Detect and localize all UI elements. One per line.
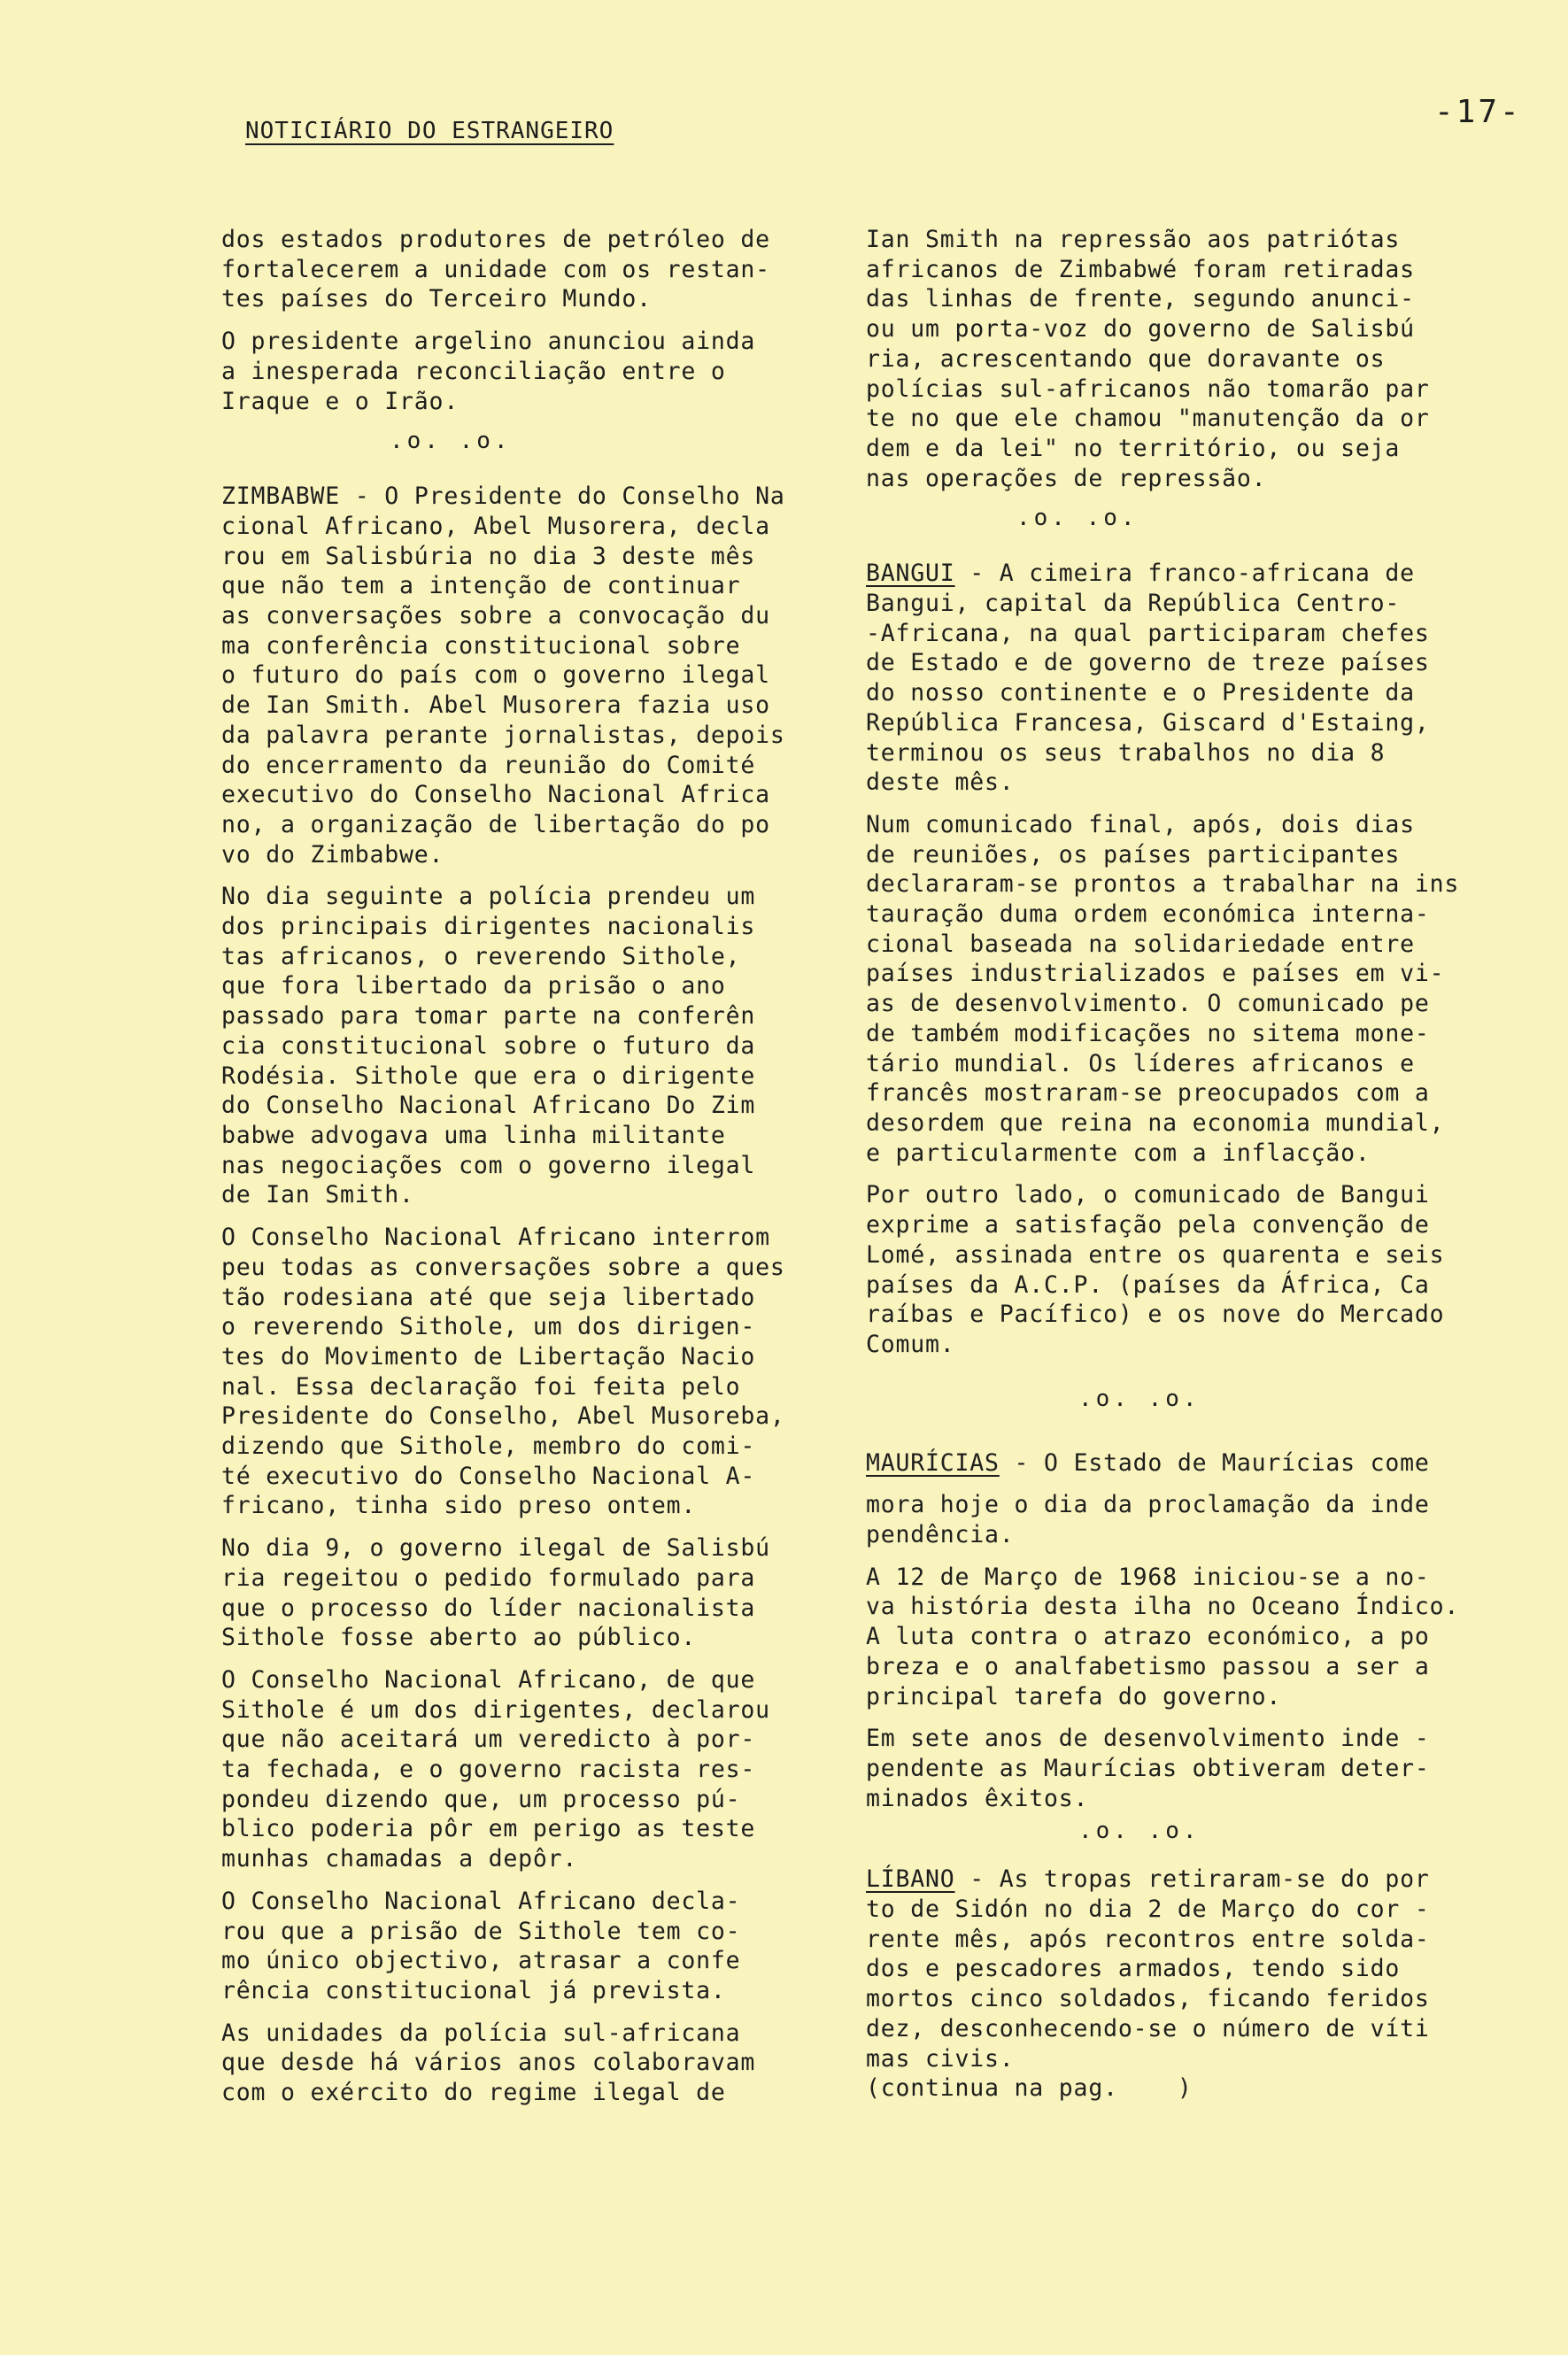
text-line: tes do Movimento de Libertação Nacio bbox=[221, 1342, 756, 1371]
text-line: desordem que reina na economia mundial, bbox=[866, 1108, 1445, 1137]
text-line: cia constitucional sobre o futuro da bbox=[221, 1031, 756, 1060]
section-heading-zimbabwe: ZIMBABWE bbox=[221, 483, 341, 511]
text-line: va história desta ilha no Oceano Índico. bbox=[866, 1593, 1460, 1621]
text-line: O Conselho Nacional Africano interrom bbox=[221, 1224, 770, 1252]
paragraph bbox=[221, 1533, 841, 1653]
text-line: tas africanos, o reverendo Sithole, bbox=[221, 942, 741, 970]
text-line: tauração duma ordem económica interna- bbox=[866, 900, 1430, 929]
text-line: fortalecerem a unidade com os restan- bbox=[221, 255, 770, 283]
text-line: cional Africano, Abel Musorera, decla bbox=[221, 512, 770, 540]
paragraph bbox=[866, 1180, 1496, 1359]
text-line: MAURÍCIAS - O Estado de Maurícias come bbox=[866, 1448, 1430, 1477]
text-line: nas negociações com o governo ilegal bbox=[221, 1151, 756, 1179]
text-line: ma conferência constitucional sobre bbox=[221, 631, 741, 660]
text-line: da palavra perante jornalistas, depois bbox=[221, 721, 785, 749]
text-line: tário mundial. Os líderes africanos e bbox=[866, 1049, 1415, 1077]
text-line: vo do Zimbabwe. bbox=[221, 840, 444, 869]
text-line: declararam-se prontos a trabalhar na ins bbox=[866, 870, 1460, 899]
text-line: de Ian Smith. Abel Musorera fazia uso bbox=[221, 691, 770, 720]
continuation-note: (continua na pag. ) bbox=[866, 2074, 1193, 2103]
paragraph-mauricias bbox=[866, 1448, 1496, 1479]
paragraph bbox=[866, 810, 1496, 1168]
paragraph bbox=[866, 225, 1496, 493]
text-line: no, a organização de libertação do po bbox=[221, 810, 770, 838]
text-line: breza e o analfabetismo passou a ser a bbox=[866, 1652, 1430, 1680]
text-line: Lomé, assinada entre os quarenta e seis bbox=[866, 1240, 1445, 1269]
section-heading-bangui: BANGUI bbox=[866, 560, 955, 588]
text-line: pendente as Maurícias obtiveram deter- bbox=[866, 1754, 1430, 1782]
section-separator: .o. .o. bbox=[1078, 1818, 1201, 1845]
text-line: -Africana, na qual participaram chefes bbox=[866, 619, 1430, 647]
text-line: as conversações sobre a convocação du bbox=[221, 602, 770, 630]
text-line: munhas chamadas a depôr. bbox=[221, 1845, 578, 1873]
text-line: do Conselho Nacional Africano Do Zim bbox=[221, 1092, 756, 1120]
text-line: cional baseada na solidariedade entre bbox=[866, 930, 1415, 958]
text-line: e particularmente com a inflacção. bbox=[866, 1139, 1371, 1167]
text-line: ZIMBABWE - O Presidente do Conselho Na bbox=[221, 483, 785, 511]
text-line: No dia 9, o governo ilegal de Salisbú bbox=[221, 1534, 770, 1563]
text-line: rou que a prisão de Sithole tem co- bbox=[221, 1917, 741, 1945]
text-line: Ian Smith na repressão aos patriótas bbox=[866, 226, 1401, 253]
text-line: do nosso continente e o Presidente da bbox=[866, 679, 1415, 707]
text-line: rente mês, após recontros entre solda- bbox=[866, 1925, 1430, 1953]
text-line: dos e pescadores armados, tendo sido bbox=[866, 1955, 1401, 1983]
text-line: Em sete anos de desenvolvimento inde - bbox=[866, 1725, 1430, 1753]
text-line: O presidente argelino anunciou ainda bbox=[221, 328, 756, 356]
text-line: Bangui, capital da República Centro- bbox=[866, 590, 1401, 618]
text-line: ou um porta-voz do governo de Salisbú bbox=[866, 315, 1415, 344]
text-line: mora hoje o dia da proclamação da inde bbox=[866, 1491, 1430, 1519]
text-line: to de Sidón no dia 2 de Março do cor - bbox=[866, 1896, 1430, 1924]
text-line: das linhas de frente, segundo anunci- bbox=[866, 285, 1415, 313]
text-line: ria regeitou o pedido formulado para bbox=[221, 1564, 756, 1592]
text-line: minados êxitos. bbox=[866, 1784, 1089, 1812]
text-line: Comum. bbox=[866, 1330, 955, 1358]
text-line: República Francesa, Giscard d'Estaing, bbox=[866, 708, 1430, 737]
text-line: ria, acrescentando que doravante os bbox=[866, 344, 1386, 373]
text-line: que não aceitará um veredicto à por- bbox=[221, 1726, 756, 1754]
text-line: passado para tomar parte na conferên bbox=[221, 1002, 756, 1031]
left-column bbox=[221, 225, 841, 2108]
text-line: polícias sul-africanos não tomarão par bbox=[866, 374, 1430, 403]
page-header-title: NOTICIÁRIO DO ESTRANGEIRO bbox=[245, 118, 614, 144]
text-line: de também modificações no sitema mone- bbox=[866, 1019, 1430, 1047]
text-line: peu todas as conversações sobre a ques bbox=[221, 1253, 785, 1281]
text-line: nal. Essa declaração foi feita pelo bbox=[221, 1372, 741, 1401]
text-line: que fora libertado da prisão o ano bbox=[221, 972, 726, 1000]
text-line: Presidente do Conselho, Abel Musoreba, bbox=[221, 1402, 785, 1431]
text-line: dez, desconhecendo-se o número de víti bbox=[866, 2014, 1430, 2042]
text-line: de Ian Smith. bbox=[221, 1181, 414, 1209]
right-column bbox=[866, 225, 1496, 2104]
text-line: pondeu dizendo que, um processo pú- bbox=[221, 1785, 741, 1813]
text-line: rou em Salisbúria no dia 3 deste mês bbox=[221, 542, 756, 570]
paragraph bbox=[221, 1665, 841, 1874]
text-line: A 12 de Março de 1968 iniciou-se a no- bbox=[866, 1563, 1430, 1591]
text-line: deste mês. bbox=[866, 768, 1015, 797]
text-line: As unidades da polícia sul-africana bbox=[221, 2019, 741, 2047]
text-line: Num comunicado final, após, dois dias bbox=[866, 810, 1415, 838]
paragraph bbox=[221, 882, 841, 1210]
section-separator: .o. .o. bbox=[390, 428, 512, 455]
paragraph-zimbabwe bbox=[221, 482, 841, 869]
text-line: O Conselho Nacional Africano, de que bbox=[221, 1665, 756, 1694]
paragraph bbox=[221, 327, 841, 416]
text-line: ta fechada, e o governo racista res- bbox=[221, 1756, 756, 1784]
paragraph bbox=[221, 2019, 841, 2108]
paragraph bbox=[866, 1490, 1496, 1549]
page-number: -17- bbox=[1434, 94, 1522, 130]
text-line: que o processo do líder nacionalista bbox=[221, 1594, 756, 1622]
text-line: dos principais dirigentes nacionalis bbox=[221, 913, 756, 941]
text-line: que desde há vários anos colaboravam bbox=[221, 2049, 756, 2077]
text-line: dem e da lei" no território, ou seja bbox=[866, 434, 1401, 462]
text-line: francês mostraram-se preocupados com a bbox=[866, 1079, 1430, 1108]
text-line: do encerramento da reunião do Comité bbox=[221, 751, 756, 779]
text-line: africanos de Zimbabwé foram retiradas bbox=[866, 255, 1415, 283]
text-line: mas civis. bbox=[866, 2044, 1015, 2073]
text-line: Rodésia. Sithole que era o dirigente bbox=[221, 1062, 756, 1090]
paragraph bbox=[866, 1563, 1496, 1712]
text-line: Sithole é um dos dirigentes, declarou bbox=[221, 1695, 770, 1724]
text-line: tão rodesiana até que seja libertado bbox=[221, 1283, 756, 1311]
text-line: de Estado e de governo de treze países bbox=[866, 649, 1430, 677]
section-separator: .o. .o. bbox=[1016, 505, 1139, 532]
text-line: a inesperada reconciliação entre o bbox=[221, 357, 726, 385]
text-line: A luta contra o atrazo económico, a po bbox=[866, 1623, 1430, 1651]
text-line: rência constitucional já prevista. bbox=[221, 1976, 726, 2004]
text-line: mortos cinco soldados, ficando feridos bbox=[866, 1985, 1430, 2013]
text-line: O Conselho Nacional Africano decla- bbox=[221, 1887, 741, 1915]
text-line: tes países do Terceiro Mundo. bbox=[221, 285, 652, 313]
paragraph bbox=[866, 1724, 1496, 1813]
text-line: mo único objectivo, atrasar a confe bbox=[221, 1947, 741, 1975]
text-line: que não tem a intenção de continuar bbox=[221, 572, 741, 600]
text-line: Por outro lado, o comunicado de Bangui bbox=[866, 1181, 1430, 1209]
text-line: fricano, tinha sido preso ontem. bbox=[221, 1492, 697, 1520]
text-line: o futuro do país com o governo ilegal bbox=[221, 661, 770, 690]
text-line: BANGUI - A cimeira franco-africana de bbox=[866, 560, 1415, 588]
text-line: principal tarefa do governo. bbox=[866, 1682, 1282, 1710]
text-line: com o exército do regime ilegal de bbox=[221, 2079, 726, 2107]
text-line: dos estados produtores de petróleo de bbox=[221, 226, 770, 253]
section-separator: .o. .o. bbox=[1078, 1385, 1201, 1412]
paragraph bbox=[221, 1223, 841, 1521]
text-line: Iraque e o Irão. bbox=[221, 387, 460, 415]
text-line: terminou os seus trabalhos no dia 8 bbox=[866, 738, 1386, 767]
text-line: blico poderia pôr em perigo as teste bbox=[221, 1815, 756, 1843]
text-line: as de desenvolvimento. O comunicado pe bbox=[866, 990, 1430, 1018]
paragraph-libano bbox=[866, 1865, 1496, 2104]
text-line: executivo do Conselho Nacional Africa bbox=[221, 781, 770, 809]
text-line: LÍBANO - As tropas retiraram-se do por bbox=[866, 1865, 1430, 1894]
text-line: de reuniões, os países participantes bbox=[866, 840, 1401, 869]
section-heading-libano: LÍBANO bbox=[866, 1865, 955, 1894]
text-line: te no que ele chamou "manutenção da or bbox=[866, 405, 1430, 433]
text-line: nas operações de repressão. bbox=[866, 464, 1267, 492]
text-line: raíbas e Pacífico) e os nove do Mercado bbox=[866, 1301, 1445, 1329]
paragraph-bangui bbox=[866, 559, 1496, 798]
paragraph bbox=[221, 1887, 841, 2006]
text-line: Sithole fosse aberto ao público. bbox=[221, 1624, 697, 1652]
text-line: países industrializados e países em vi- bbox=[866, 960, 1445, 988]
text-line: o reverendo Sithole, um dos dirigen- bbox=[221, 1313, 756, 1341]
text-line: países da A.C.P. (países da África, Ca bbox=[866, 1270, 1430, 1299]
text-line: exprime a satisfação pela convenção de bbox=[866, 1211, 1430, 1239]
text-line: té executivo do Conselho Nacional A- bbox=[221, 1462, 756, 1490]
text-line: No dia seguinte a polícia prendeu um bbox=[221, 883, 756, 911]
section-heading-mauricias: MAURÍCIAS bbox=[866, 1448, 1000, 1477]
text-line: dizendo que Sithole, membro do comi- bbox=[221, 1432, 756, 1461]
paragraph bbox=[221, 225, 841, 314]
text-line: babwe advogava uma linha militante bbox=[221, 1121, 726, 1149]
text-line: pendência. bbox=[866, 1521, 1015, 1549]
